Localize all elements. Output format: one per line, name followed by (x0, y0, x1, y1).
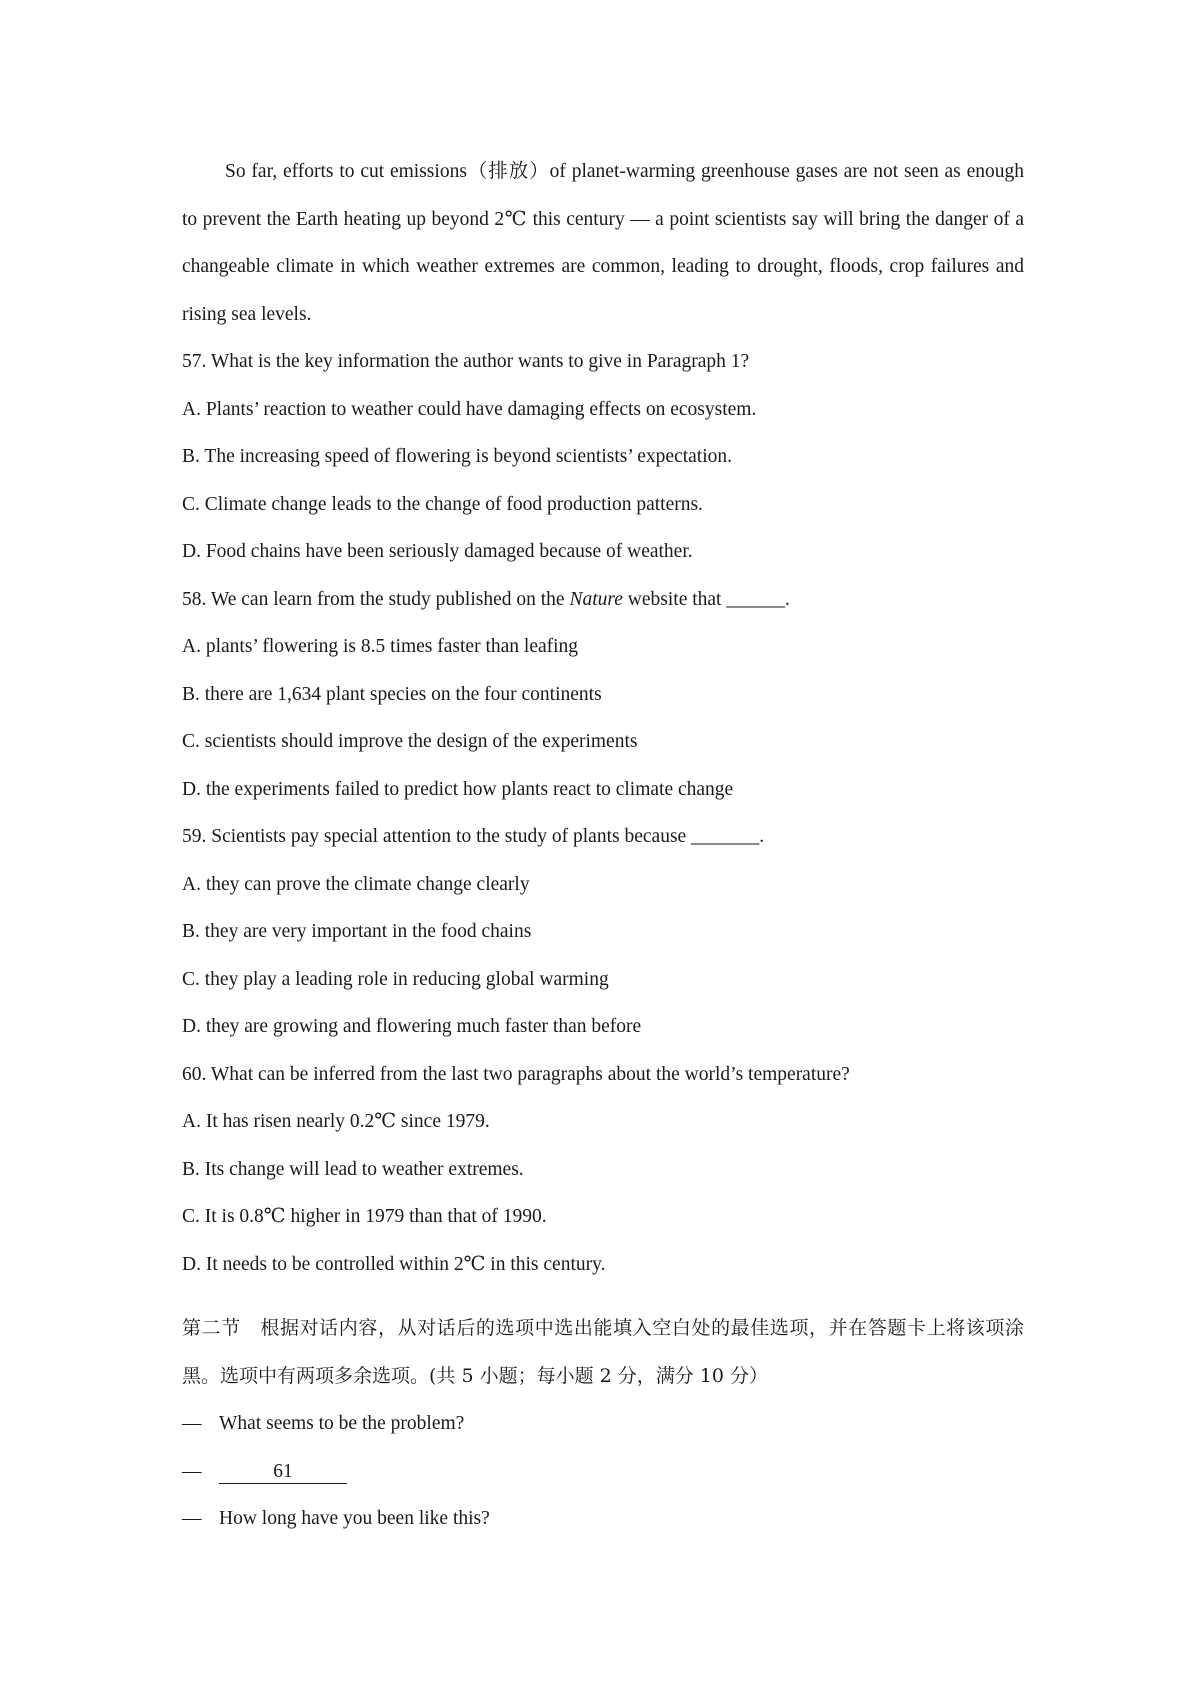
question-58-stem-after: website that ______. (622, 588, 790, 610)
question-58-stem-before: 58. We can learn from the study published on the (182, 588, 570, 610)
question-59-option-d: D. they are growing and flowering much faster than before (182, 1016, 642, 1037)
question-60-option-c: C. It is 0.8℃ higher in 1979 than that of 1990. (182, 1206, 547, 1227)
question-59-option-b: B. they are very important in the food chains (182, 921, 532, 942)
question-59-option-a: A. they can prove the climate change clearly (182, 873, 530, 895)
question-57-option-b: B. The increasing speed of flowering is beyond scientists’ expectation. (182, 446, 733, 467)
question-60-option-a: A. It has risen nearly 0.2℃ since 1979. (182, 1111, 490, 1132)
question-57-option-d: D. Food chains have been seriously damaged because of weather. (182, 541, 693, 562)
dialogue-dash: — (182, 1460, 202, 1482)
question-58-option-b: B. there are 1,634 plant species on the four continents (182, 683, 602, 705)
page-content (182, 148, 1024, 1543)
dialogue-line-2 (182, 1448, 1024, 1496)
question-57-stem: 57. What is the key information the author wants to give in Paragraph 1? (182, 351, 750, 372)
question-58-option-d: D. the experiments failed to predict how plants react to climate change (182, 778, 734, 800)
answer-blank-61: 61 (219, 1461, 347, 1484)
question-59-option-c: C. they play a leading role in reducing global warming (182, 968, 609, 990)
question-58-option-c: C. scientists should improve the design of the experiments (182, 731, 638, 752)
section-gap (182, 1288, 1024, 1304)
dialogue-dash: — (182, 1508, 202, 1529)
question-57-option-c: C. Climate change leads to the change of food production patterns. (182, 493, 703, 515)
section-2-instructions: 第二节 根据对话内容，从对话后的选项中选出能填入空白处的最佳选项，并在答题卡上将该项涂黑。选项中有两项多余选项。(共 5 小题；每小题 2 分，满分 10 分） (182, 1317, 1024, 1387)
question-57-option-a: A. Plants’ reaction to weather could have damaging effects on ecosystem. (182, 398, 757, 420)
dialogue-dash: — (182, 1413, 202, 1434)
dialogue-text: What seems to be the problem? (219, 1413, 465, 1434)
question-60-stem: 60. What can be inferred from the last two paragraphs about the world’s temperature? (182, 1063, 850, 1085)
question-58-option-a: A. plants’ flowering is 8.5 times faster than leafing (182, 636, 579, 657)
dialogue-line-1 (182, 1400, 1024, 1448)
question-58-stem-italic: Nature (569, 588, 623, 610)
dialogue-line-3 (182, 1495, 1024, 1543)
question-60-option-b: B. Its change will lead to weather extremes. (182, 1158, 524, 1180)
question-60-option-d: D. It needs to be controlled within 2℃ in this century. (182, 1253, 606, 1275)
dialogue-text: How long have you been like this? (219, 1508, 490, 1529)
question-59-stem: 59. Scientists pay special attention to the study of plants because _______. (182, 826, 765, 847)
question-58-stem (182, 576, 1024, 624)
passage-paragraph: So far, efforts to cut emissions（排放）of planet-warming greenhouse gases are not seen as enough to prevent the Earth heating up beyond 2℃ this century — a point scientists say will bring the danger of a changeable climate in which weather extremes are common, leading to drought, floods, crop failures and rising sea levels. (182, 161, 1024, 325)
